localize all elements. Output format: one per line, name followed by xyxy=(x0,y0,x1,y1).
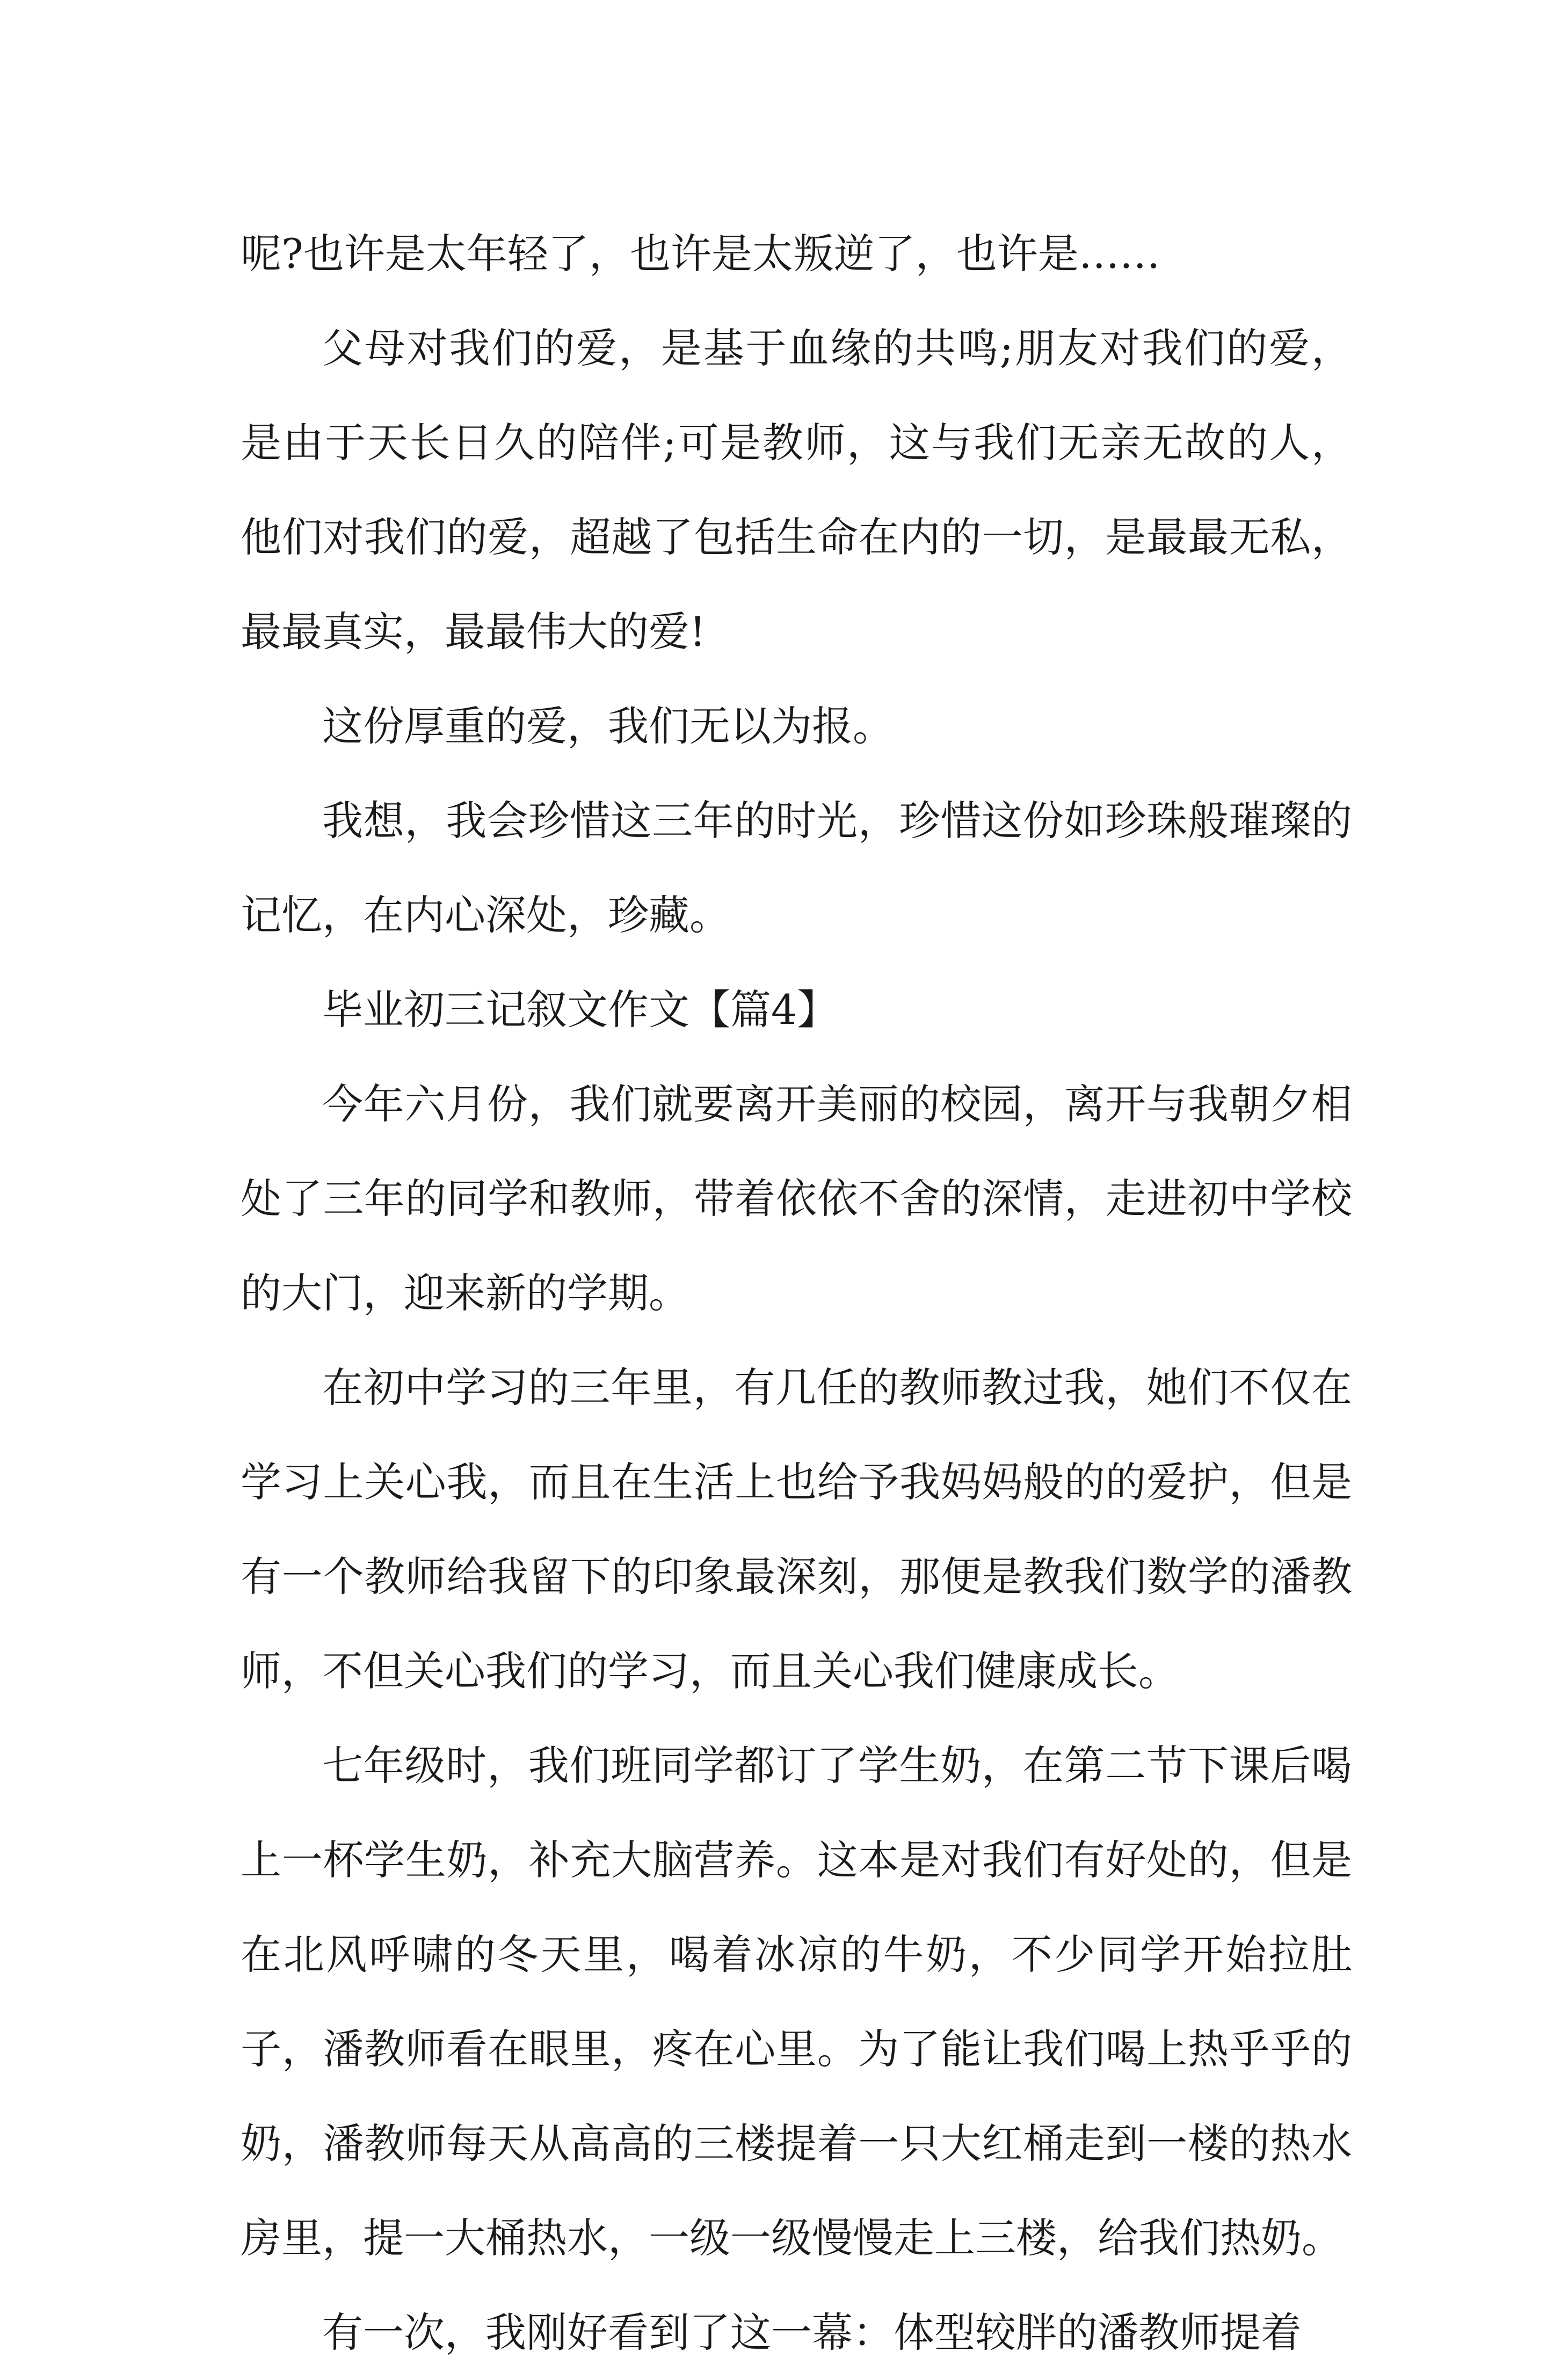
paragraph-1: 呢?也许是太年轻了，也许是太叛逆了，也许是…… xyxy=(241,230,1160,278)
paragraph-3: 这份厚重的爱，我们无以为报。 xyxy=(322,702,894,750)
paragraph-8: 有一次，我刚好看到了这一幕：体型较胖的潘教师提着 xyxy=(322,2309,1302,2356)
paragraph-7: 七年级时，我们班同学都订了学生奶，在第二节下课后喝上一杯学生奶，补充大脑营养。这本是对我们有好处的，但是在北风呼啸的冬天里，喝着冰凉的牛奶，不少同学开始拉肚子，潘教师看在眼里，疼在心里。为了能让我们喝上热乎乎的奶，潘教师每天从高高的三楼提着一只大红桶走到一楼的热水房里，提一大桶热水，一级一级慢慢走上三楼，给我们热奶。 xyxy=(241,1742,1352,2262)
document-body xyxy=(241,207,1352,2380)
paragraph-4: 我想，我会珍惜这三年的时光，珍惜这份如珍珠般璀璨的记忆，在内心深处，珍藏。 xyxy=(241,797,1352,939)
section-heading: 毕业初三记叙文作文【篇4】 xyxy=(322,986,838,1033)
paragraph-2: 父母对我们的爱，是基于血缘的共鸣;朋友对我们的爱，是由于天长日久的陪伴;可是教师，这与我们无亲无故的人，他们对我们的爱，超越了包括生命在内的一切，是最最无私，最最真实，最最伟大的爱! xyxy=(241,324,1352,656)
paragraph-6: 在初中学习的三年里，有几任的教师教过我，她们不仅在学习上关心我，而且在生活上也给予我妈妈般的的爱护，但是有一个教师给我留下的印象最深刻，那便是教我们数学的潘教师，不但关心我们的学习，而且关心我们健康成长。 xyxy=(241,1364,1352,1695)
paragraph-5: 今年六月份，我们就要离开美丽的校园，离开与我朝夕相处了三年的同学和教师，带着依依不舍的深情，走进初中学校的大门，迎来新的学期。 xyxy=(241,1080,1352,1317)
